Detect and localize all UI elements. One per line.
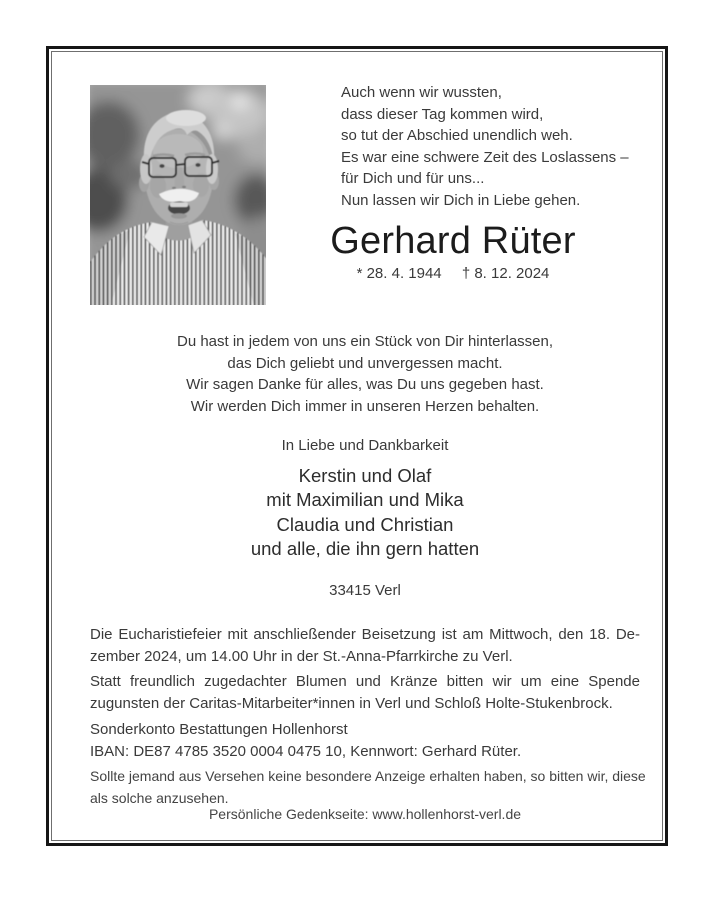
family-line: mit Maximilian und Mika bbox=[266, 489, 464, 511]
disclaimer-line: als solche anzusehen. bbox=[90, 789, 229, 806]
poem-line: so tut der Abschied unendlich weh. bbox=[341, 127, 573, 145]
family-line: und alle, die ihn gern hatten bbox=[250, 538, 480, 560]
farewell-text bbox=[90, 331, 640, 418]
portrait-illustration bbox=[90, 85, 266, 305]
poem-line: Es war eine schwere Zeit des Loslassens – bbox=[341, 148, 629, 166]
service-line: zember 2024, um 14.00 Uhr in der St.-Anna-Pfarrkirche zu Verl. bbox=[90, 647, 513, 665]
donation-line: Statt freundlich zugedachter Blumen und Kränze bitten wir um eine Spende bbox=[90, 673, 640, 691]
farewell-line: Du hast in jedem von uns ein Stück von Dir hinterlassen, bbox=[176, 333, 554, 350]
deceased-photo bbox=[90, 85, 266, 305]
poem-line: Nun lassen wir Dich in Liebe gehen. bbox=[341, 191, 581, 209]
memorial-website-line: Persönliche Gedenkseite: www.hollenhorst-verl.de bbox=[208, 805, 522, 822]
donation-line: zugunsten der Caritas-Mitarbeiter*innen in Verl und Schloß Holte-Stukenbrock. bbox=[90, 695, 613, 713]
poem-line: für Dich und für uns... bbox=[341, 170, 485, 188]
poem-line: Auch wenn wir wussten, bbox=[341, 84, 502, 101]
iban-line: IBAN: DE87 4785 3520 0004 0475 10, Kennwort: Gerhard Rüter. bbox=[90, 743, 522, 761]
service-paragraph bbox=[90, 624, 640, 669]
farewell-poem bbox=[324, 82, 629, 212]
portrait-mouth bbox=[168, 202, 190, 219]
account-name-line: Sonderkonto Bestattungen Hollenhorst bbox=[90, 720, 348, 738]
gratitude-line: In Liebe und Dankbarkeit bbox=[281, 436, 449, 454]
header-text-column bbox=[324, 82, 629, 282]
location-line: 33415 Verl bbox=[329, 581, 401, 599]
birth-date: * 28. 4. 1944 bbox=[356, 264, 442, 282]
family-line: Claudia und Christian bbox=[276, 513, 454, 535]
donation-paragraph bbox=[90, 671, 640, 716]
header-section bbox=[90, 82, 640, 305]
farewell-line: das Dich geliebt und unvergessen macht. bbox=[227, 354, 503, 372]
farewell-line: Wir werden Dich immer in unseren Herzen behalten. bbox=[190, 398, 540, 416]
life-dates bbox=[324, 265, 582, 282]
memorial-card-content bbox=[46, 46, 668, 846]
family-line: Kerstin und Olaf bbox=[298, 464, 432, 486]
poem-line: dass dieser Tag kommen wird, bbox=[341, 105, 544, 123]
mourning-family bbox=[90, 464, 640, 562]
service-line: Die Eucharistiefeier mit anschließender Beisetzung ist am Mittwoch, den 18. De- bbox=[90, 625, 640, 643]
notice-disclaimer bbox=[90, 765, 646, 809]
disclaimer-line: Sollte jemand aus Versehen keine besondere Anzeige erhalten haben, so bitten wir, diese bbox=[90, 767, 646, 784]
death-date: † 8. 12. 2024 bbox=[461, 264, 550, 282]
deceased-name: Gerhard Rüter bbox=[330, 219, 576, 262]
donation-account bbox=[90, 719, 640, 764]
farewell-line: Wir sagen Danke für alles, was Du uns gegeben hast. bbox=[186, 376, 544, 394]
